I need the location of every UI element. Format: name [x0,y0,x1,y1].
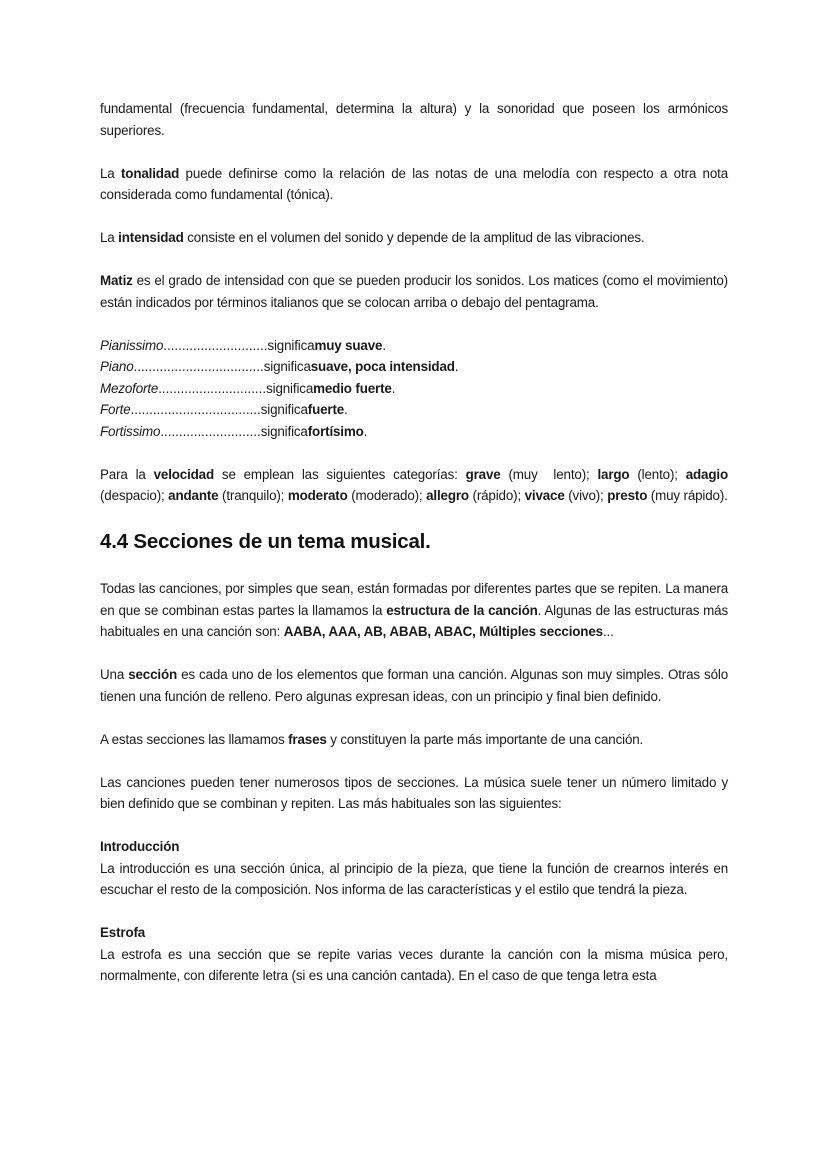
text-segment: (muy rápido). [647,488,728,503]
dot-leader: ................................... [130,402,261,417]
paragraph-tipos [100,772,728,815]
text-segment: significa [267,337,315,353]
text-segment: significa [260,423,308,439]
term-moderato: moderato [287,488,348,503]
text-segment: . [454,359,459,374]
term-matiz: Matiz [100,273,133,288]
text-segment: Las canciones pueden tener numerosos tipos de secciones. La música suele tener un número limitado y bien definido que se combinan y repiten. Las más habituales son las siguientes: [100,774,728,811]
text-segment: (tranquilo); [218,488,288,503]
italian-term: Fortissimo [100,423,161,439]
paragraph-velocidad [100,464,728,507]
text-segment: (muy lento); [500,466,598,482]
matiz-list [100,335,728,443]
text-segment: ... [602,624,614,639]
paragraph-intensidad [100,227,728,249]
text-segment: Todas las canciones, por simples que sean, están formadas por diferentes partes que se repiten. La manera en que se combinan estas partes la llamamos la [100,581,728,618]
subsection-estrofa [100,922,728,987]
italian-term: Pianissimo [100,337,164,353]
text-segment: significa [263,359,311,374]
text-segment: es cada uno de los elementos que forman una canción. Algunas son muy simples. Otras sólo tienen una función de relleno. Pero algunas expresan ideas, con un principio y final bien definido. [100,667,728,704]
section-heading: 4.4 Secciones de un tema musical. [100,530,431,553]
term-grave: grave [465,466,501,482]
list-item [100,335,728,357]
list-item [100,421,728,443]
dot-leader: ................................... [133,359,264,374]
paragraph-text: fundamental (frecuencia fundamental, determina la altura) y la sonoridad que poseen los armónicos superiores. [100,101,728,138]
text-segment: significa [266,380,314,396]
paragraph-timbre-continuation [100,98,728,141]
subsection-introduccion [100,836,728,901]
term-andante: andante [168,488,219,503]
term-velocidad: velocidad [153,466,215,482]
dot-leader: ............................ [163,337,268,353]
term-frases: frases [288,731,327,747]
term-meaning: fuerte [307,402,345,417]
list-item [100,378,728,400]
text-segment: (moderado); [347,488,427,503]
italian-term: Piano [100,359,134,374]
term-largo: largo [597,466,630,482]
dot-leader: ............................. [158,380,267,396]
subsection-title: Estrofa [100,925,146,940]
text-segment: se emplean las siguientes categorías: [214,466,466,482]
text-segment: (lento); [629,466,686,482]
paragraph-tonalidad [100,163,728,206]
term-tonalidad: tonalidad [121,165,180,181]
paragraph-matiz [100,270,728,313]
text-segment: (vivo); [564,488,608,503]
italian-term: Forte [100,402,131,417]
paragraph-frases [100,729,728,751]
text-segment: Para la [100,466,154,482]
text-segment: La [100,230,119,245]
text-segment: La [100,165,121,181]
document-page [100,98,728,1008]
text-segment: . [344,402,348,417]
text-segment: significa [260,402,308,417]
term-meaning: medio fuerte [313,380,392,396]
paragraph-seccion [100,664,728,707]
text-segment: A estas secciones las llamamos [100,731,289,747]
subsection-body: La introducción es una sección única, al principio de la pieza, que tiene la función de crearnos interés en escuchar el resto de la composición. Nos informa de las características y el estilo que tendrá la pieza. [100,860,728,897]
term-estructura: estructura de la canción [386,602,538,618]
term-meaning: muy suave [314,337,383,353]
term-intensidad: intensidad [118,230,184,245]
text-segment: . [363,423,368,439]
dot-leader: ........................... [160,423,261,439]
italian-term: Mezoforte [100,380,159,396]
text-segment: es el grado de intensidad con que se pueden producir los sonidos. Los matices (como el movimiento) están indicados por términos italianos que se colocan arriba o debajo del pentagrama. [100,273,728,310]
text-segment: (despacio); [100,488,169,503]
text-segment: . [382,337,386,353]
list-item [100,399,728,421]
term-seccion: sección [128,667,178,682]
text-segment: y constituyen la parte más importante de una canción. [326,731,644,747]
text-segment: (rápido); [468,488,525,503]
term-meaning: fortísimo [307,423,364,439]
list-item [100,356,728,378]
text-segment: . Algunas de las estructuras más habituales en una canción son: [100,602,728,639]
text-segment: Una [100,667,129,682]
structure-list: AABA, AAA, AB, ABAB, ABAC, Múltiples secciones [283,624,603,639]
text-segment: puede definirse como la relación de las notas de una melodía con respecto a otra nota considerada como fundamental (tónica). [100,165,729,202]
term-presto: presto [607,488,648,503]
paragraph-estructura [100,578,728,643]
subsection-body: La estrofa es una sección que se repite varias veces durante la canción con la misma música pero, normalmente, con diferente letra (si es una canción cantada). En el caso de que tenga letra esta [100,946,728,983]
term-adagio: adagio [685,466,728,482]
term-allegro: allegro [426,488,469,503]
subsection-title: Introducción [100,839,180,854]
text-segment: consiste en el volumen del sonido y depende de la amplitud de las vibraciones. [183,230,645,245]
text-segment: . [391,380,396,396]
term-vivace: vivace [524,488,565,503]
term-meaning: suave, poca intensidad [310,359,455,374]
